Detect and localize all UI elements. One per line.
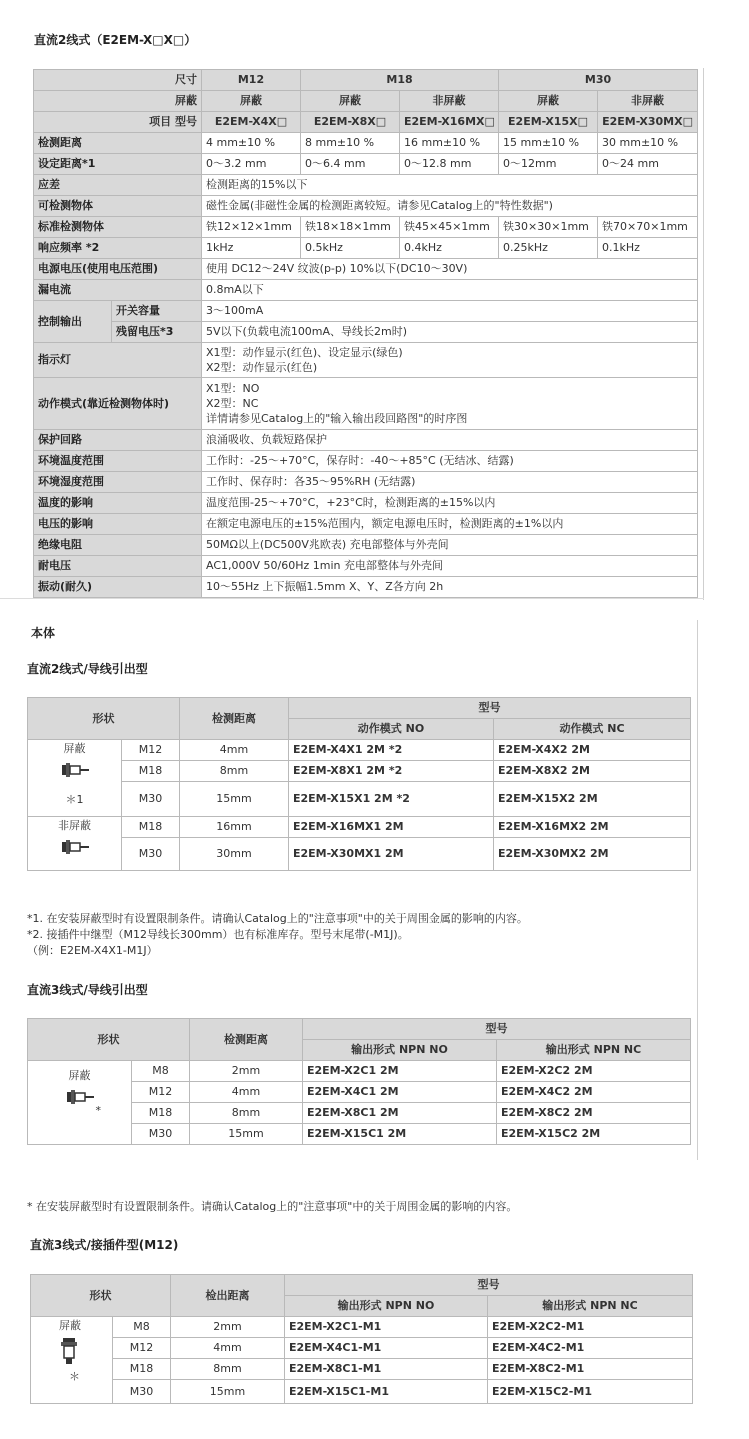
shape-cell-nonshield — [28, 817, 122, 871]
cell: 0～3.2 mm — [202, 154, 301, 175]
model-nc-cell: E2EM-X30MX2 2M — [494, 838, 691, 871]
no-header: 输出形式 NPN NO — [303, 1040, 497, 1061]
row-label: 检测距离 — [34, 133, 202, 154]
cell: 10～55Hz 上下振幅1.5mm X、Y、Z各方向 2h — [202, 577, 698, 598]
dist-cell: 4mm — [171, 1338, 285, 1359]
divider — [0, 598, 704, 599]
row-label: 设定距离*1 — [34, 154, 202, 175]
cell — [202, 343, 698, 378]
dist-header: 检测距离 — [180, 698, 289, 740]
line: X1型：NO — [206, 382, 260, 395]
nc-header: 动作模式 NC — [494, 719, 691, 740]
model-nc-cell: E2EM-X15C2 2M — [497, 1124, 691, 1145]
model-nc-cell: E2EM-X8C2-M1 — [488, 1359, 693, 1380]
dist-cell: 16mm — [180, 817, 289, 838]
model-no-cell: E2EM-X15C1 2M — [303, 1124, 497, 1145]
shape-cell-shield — [28, 740, 122, 817]
size-cell: M8 — [132, 1061, 190, 1082]
nc-header: 输出形式 NPN NC — [488, 1296, 693, 1317]
model-no-cell: E2EM-X8C1 2M — [303, 1103, 497, 1124]
item-model-header: 项目 型号 — [34, 112, 202, 133]
shield-col: 屏蔽 — [202, 91, 301, 112]
cell: 使用 DC12～24V 纹波(p-p) 10%以下(DC10～30V) — [202, 259, 698, 280]
model-table-2 — [27, 1018, 691, 1145]
cell: 5V以下(负载电流100mA、导线长2m时) — [202, 322, 698, 343]
model-no-cell: E2EM-X4X1 2M *2 — [289, 740, 494, 761]
model-col: E2EM-X8X□ — [301, 112, 400, 133]
size-cell: M18 — [113, 1359, 171, 1380]
divider — [703, 68, 704, 600]
dist-cell: 30mm — [180, 838, 289, 871]
size-cell: M8 — [113, 1317, 171, 1338]
dist-header: 检测距离 — [190, 1019, 303, 1061]
row-label: 绝缘电阻 — [34, 535, 202, 556]
shape-label: 屏蔽 — [68, 1069, 91, 1082]
size-cell: M12 — [132, 1082, 190, 1103]
sensor-connector-icon — [59, 1336, 83, 1368]
dist-cell: 4mm — [180, 740, 289, 761]
footnote: *1. 在安装屏蔽型时有设置限制条件。请确认Catalog上的"注意事项"中的关于周围金属的影响的内容。 — [27, 912, 528, 925]
sub-label: 开关容量 — [112, 301, 202, 322]
row-label: 电源电压(使用电压范围) — [34, 259, 202, 280]
dist-header: 检出距离 — [171, 1275, 285, 1317]
cell: 8 mm±10 % — [301, 133, 400, 154]
model-table-1 — [27, 697, 691, 871]
spec-table — [33, 69, 698, 598]
model-no-cell: E2EM-X4C1 2M — [303, 1082, 497, 1103]
cell: 0.4kHz — [400, 238, 499, 259]
line: X2型：NC — [206, 397, 259, 410]
model-no-cell: E2EM-X15C1-M1 — [285, 1380, 488, 1404]
no-header: 动作模式 NO — [289, 719, 494, 740]
footnote: *2. 接插件中继型（M12导线长300mm）也有标准库存。型号末尾带(-M1J)。 — [27, 928, 409, 941]
model-table-3 — [30, 1274, 693, 1404]
cell: 50MΩ以上(DC500V兆欧表) 充电部整体与外壳间 — [202, 535, 698, 556]
cell: 0.8mA以下 — [202, 280, 698, 301]
row-label: 环境温度范围 — [34, 451, 202, 472]
shape-note: * — [95, 1104, 101, 1117]
cell: 0.1kHz — [598, 238, 698, 259]
model-nc-cell: E2EM-X4C2 2M — [497, 1082, 691, 1103]
shape-header: 形状 — [31, 1275, 171, 1317]
model-col: E2EM-X30MX□ — [598, 112, 698, 133]
row-label: 振动(耐久) — [34, 577, 202, 598]
model-nc-cell: E2EM-X8X2 2M — [494, 761, 691, 782]
model-no-cell: E2EM-X2C1 2M — [303, 1061, 497, 1082]
size-cell: M18 — [122, 817, 180, 838]
line: X2型：动作显示(红色) — [206, 361, 318, 374]
m12-header: M12 — [202, 70, 301, 91]
model-nc-cell: E2EM-X8C2 2M — [497, 1103, 691, 1124]
nonshield-col: 非屏蔽 — [400, 91, 499, 112]
nc-header: 输出形式 NPN NC — [497, 1040, 691, 1061]
shape-header: 形状 — [28, 1019, 190, 1061]
m30-header: M30 — [499, 70, 698, 91]
model-nc-cell: E2EM-X2C2 2M — [497, 1061, 691, 1082]
row-label: 响应频率 *2 — [34, 238, 202, 259]
model-no-cell: E2EM-X4C1-M1 — [285, 1338, 488, 1359]
shape-header: 形状 — [28, 698, 180, 740]
dist-cell: 8mm — [171, 1359, 285, 1380]
cell — [202, 378, 698, 430]
row-label: 漏电流 — [34, 280, 202, 301]
body-title: 本体 — [31, 626, 56, 640]
model-col: E2EM-X4X□ — [202, 112, 301, 133]
shape-cell-shield — [31, 1317, 113, 1404]
model-no-cell: E2EM-X15X1 2M *2 — [289, 782, 494, 817]
cell: 工作时：-25～+70°C，保存时：-40～+85°C (无结冰、结露) — [202, 451, 698, 472]
cell: 温度范围-25～+70°C，+23°C时，检测距离的±15%以内 — [202, 493, 698, 514]
size-cell: M12 — [122, 740, 180, 761]
cell: 0～12.8 mm — [400, 154, 499, 175]
model-col: E2EM-X16MX□ — [400, 112, 499, 133]
cell: 0.5kHz — [301, 238, 400, 259]
row-label: 耐电压 — [34, 556, 202, 577]
dist-cell: 8mm — [180, 761, 289, 782]
table3-title: 直流3线式/接插件型(M12) — [30, 1238, 179, 1252]
cell: 0.25kHz — [499, 238, 598, 259]
model-no-cell: E2EM-X30MX1 2M — [289, 838, 494, 871]
dist-cell: 15mm — [190, 1124, 303, 1145]
model-nc-cell: E2EM-X15C2-M1 — [488, 1380, 693, 1404]
cell: 0～24 mm — [598, 154, 698, 175]
shield-header: 屏蔽 — [34, 91, 202, 112]
cell: 15 mm±10 % — [499, 133, 598, 154]
shape-label: 屏蔽 — [59, 1319, 81, 1332]
cell: 0～12mm — [499, 154, 598, 175]
shield-col: 屏蔽 — [499, 91, 598, 112]
row-label: 温度的影响 — [34, 493, 202, 514]
model-nc-cell: E2EM-X2C2-M1 — [488, 1317, 693, 1338]
footnote: （例：E2EM-X4X1-M1J） — [27, 944, 158, 957]
size-cell: M30 — [113, 1380, 171, 1404]
no-header: 输出形式 NPN NO — [285, 1296, 488, 1317]
size-header: 尺寸 — [34, 70, 202, 91]
model-header: 型号 — [285, 1275, 693, 1296]
nonshield-col: 非屏蔽 — [598, 91, 698, 112]
row-label: 应差 — [34, 175, 202, 196]
section-title: 直流2线式（E2EM-X□X□） — [34, 33, 197, 47]
size-cell: M30 — [132, 1124, 190, 1145]
row-label: 环境湿度范围 — [34, 472, 202, 493]
cell: 在额定电源电压的±15%范围内，额定电源电压时，检测距离的±1%以内 — [202, 514, 698, 535]
shape-label: 屏蔽 — [63, 742, 86, 755]
m18-header: M18 — [301, 70, 499, 91]
table1-title: 直流2线式/导线引出型 — [27, 662, 148, 676]
cell: 浪涌吸收、负载短路保护 — [202, 430, 698, 451]
cell: 3～100mA — [202, 301, 698, 322]
model-header: 型号 — [303, 1019, 691, 1040]
size-cell: M30 — [122, 838, 180, 871]
cell: 铁70×70×1mm — [598, 217, 698, 238]
row-label: 控制输出 — [34, 301, 112, 343]
line: X1型：动作显示(红色)、设定显示(绿色) — [206, 346, 403, 359]
cell: 4 mm±10 % — [202, 133, 301, 154]
cell: 磁性金属(非磁性金属的检测距离较短。请参见Catalog上的"特性数据") — [202, 196, 698, 217]
cell: 铁45×45×1mm — [400, 217, 499, 238]
line: 详情请参见Catalog上的"输入输出段回路图"的时序图 — [206, 412, 468, 425]
size-cell: M12 — [113, 1338, 171, 1359]
dist-cell: 15mm — [171, 1380, 285, 1404]
cell: 工作时、保存时：各35～95%RH (无结露) — [202, 472, 698, 493]
cell: 30 mm±10 % — [598, 133, 698, 154]
dist-cell: 2mm — [171, 1317, 285, 1338]
dist-cell: 4mm — [190, 1082, 303, 1103]
model-header: 型号 — [289, 698, 691, 719]
divider — [697, 620, 698, 1160]
cell: 铁18×18×1mm — [301, 217, 400, 238]
model-no-cell: E2EM-X2C1-M1 — [285, 1317, 488, 1338]
shape-note: ＊ — [69, 1370, 80, 1383]
table2-title: 直流3线式/导线引出型 — [27, 983, 148, 997]
shape-cell-shield — [28, 1061, 132, 1145]
sensor-shield-icon — [60, 759, 90, 781]
sensor-nonshield-icon — [60, 836, 90, 858]
dist-cell: 15mm — [180, 782, 289, 817]
model-no-cell: E2EM-X8C1-M1 — [285, 1359, 488, 1380]
model-nc-cell: E2EM-X4C2-M1 — [488, 1338, 693, 1359]
model-no-cell: E2EM-X16MX1 2M — [289, 817, 494, 838]
row-label: 标准检测物体 — [34, 217, 202, 238]
shape-label: 非屏蔽 — [58, 819, 91, 832]
cell: 铁30×30×1mm — [499, 217, 598, 238]
row-label: 可检测物体 — [34, 196, 202, 217]
cell: AC1,000V 50/60Hz 1min 充电部整体与外壳间 — [202, 556, 698, 577]
cell: 1kHz — [202, 238, 301, 259]
model-col: E2EM-X15X□ — [499, 112, 598, 133]
dist-cell: 2mm — [190, 1061, 303, 1082]
cell: 检测距离的15%以下 — [202, 175, 698, 196]
model-nc-cell: E2EM-X4X2 2M — [494, 740, 691, 761]
size-cell: M30 — [122, 782, 180, 817]
cell: 铁12×12×1mm — [202, 217, 301, 238]
row-label: 电压的影响 — [34, 514, 202, 535]
sub-label: 残留电压*3 — [112, 322, 202, 343]
model-no-cell: E2EM-X8X1 2M *2 — [289, 761, 494, 782]
size-cell: M18 — [122, 761, 180, 782]
row-label: 指示灯 — [34, 343, 202, 378]
model-nc-cell: E2EM-X16MX2 2M — [494, 817, 691, 838]
size-cell: M18 — [132, 1103, 190, 1124]
footnote: * 在安装屏蔽型时有设置限制条件。请确认Catalog上的"注意事项"中的关于周围金属的影响的内容。 — [27, 1200, 518, 1213]
shield-col: 屏蔽 — [301, 91, 400, 112]
row-label: 动作模式(靠近检测物体时) — [34, 378, 202, 430]
cell: 16 mm±10 % — [400, 133, 499, 154]
model-nc-cell: E2EM-X15X2 2M — [494, 782, 691, 817]
row-label: 保护回路 — [34, 430, 202, 451]
cell: 0～6.4 mm — [301, 154, 400, 175]
dist-cell: 8mm — [190, 1103, 303, 1124]
shape-note: ＊1 — [65, 793, 84, 806]
